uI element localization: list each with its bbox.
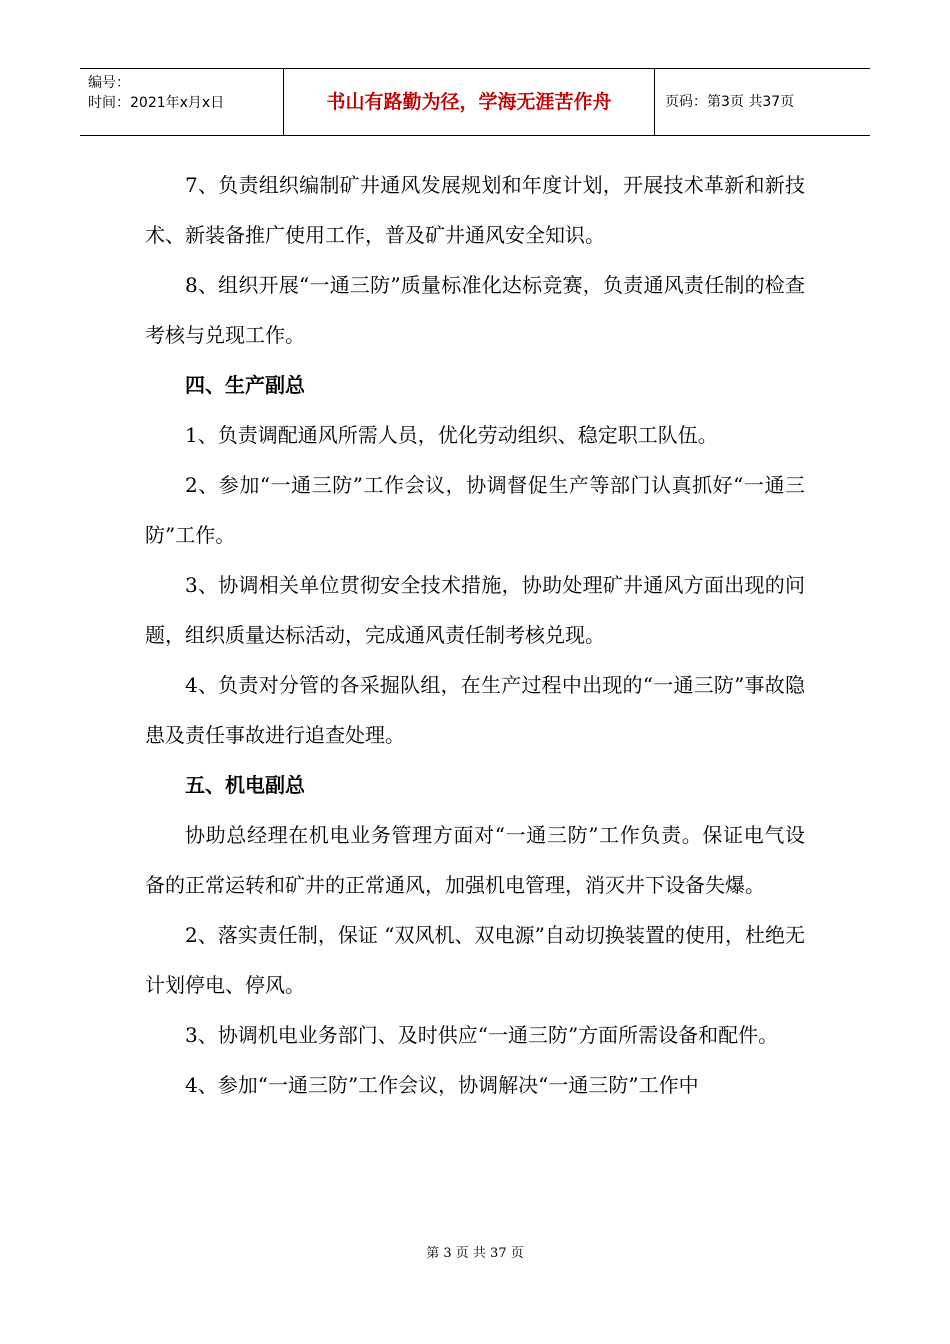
header-page-info: 页码：第3页 共37页 bbox=[665, 94, 795, 110]
paragraph: 2、落实责任制，保证 “双风机、双电源”自动切换装置的使用，杜绝无计划停电、停风。 bbox=[145, 923, 805, 997]
paragraph: 协助总经理在机电业务管理方面对“一通三防”工作负责。保证电气设备的正常运转和矿井的正常通风，加强机电管理，消灭井下设备失爆。 bbox=[145, 823, 805, 897]
section-heading: 五、机电副总 bbox=[185, 773, 305, 797]
paragraph: 3、协调机电业务部门、及时供应“一通三防”方面所需设备和配件。 bbox=[185, 1023, 779, 1047]
header-motto: 书山有路勤为径，学海无涯苦作舟 bbox=[283, 69, 655, 135]
document-time-label: 时间：2021年x月x日 bbox=[88, 95, 225, 111]
paragraph: 4、负责对分管的各采掘队组，在生产过程中出现的“一通三防”事故隐患及责任事故进行追查处理。 bbox=[145, 673, 805, 747]
section-heading: 四、生产副总 bbox=[185, 373, 305, 397]
paragraph: 1、负责调配通风所需人员，优化劳动组织、稳定职工队伍。 bbox=[185, 423, 718, 447]
header-meta bbox=[80, 69, 283, 135]
paragraph: 4、参加“一通三防”工作会议，协调解决“一通三防”工作中 bbox=[185, 1073, 699, 1097]
paragraph: 7、负责组织编制矿井通风发展规划和年度计划，开展技术革新和新技术、新装备推广使用工作，普及矿井通风安全知识。 bbox=[145, 173, 805, 247]
page-header bbox=[80, 68, 870, 136]
document-number-label: 编号： bbox=[88, 75, 130, 91]
document-body bbox=[145, 160, 805, 1110]
page-footer: 第 3 页 共 37 页 bbox=[426, 1246, 524, 1261]
paragraph: 2、参加“一通三防”工作会议，协调督促生产等部门认真抓好“一通三防”工作。 bbox=[145, 473, 805, 547]
paragraph: 8、组织开展“一通三防”质量标准化达标竞赛，负责通风责任制的检查考核与兑现工作。 bbox=[145, 273, 805, 347]
paragraph: 3、协调相关单位贯彻安全技术措施，协助处理矿井通风方面出现的问题，组织质量达标活动，完成通风责任制考核兑现。 bbox=[145, 573, 805, 647]
